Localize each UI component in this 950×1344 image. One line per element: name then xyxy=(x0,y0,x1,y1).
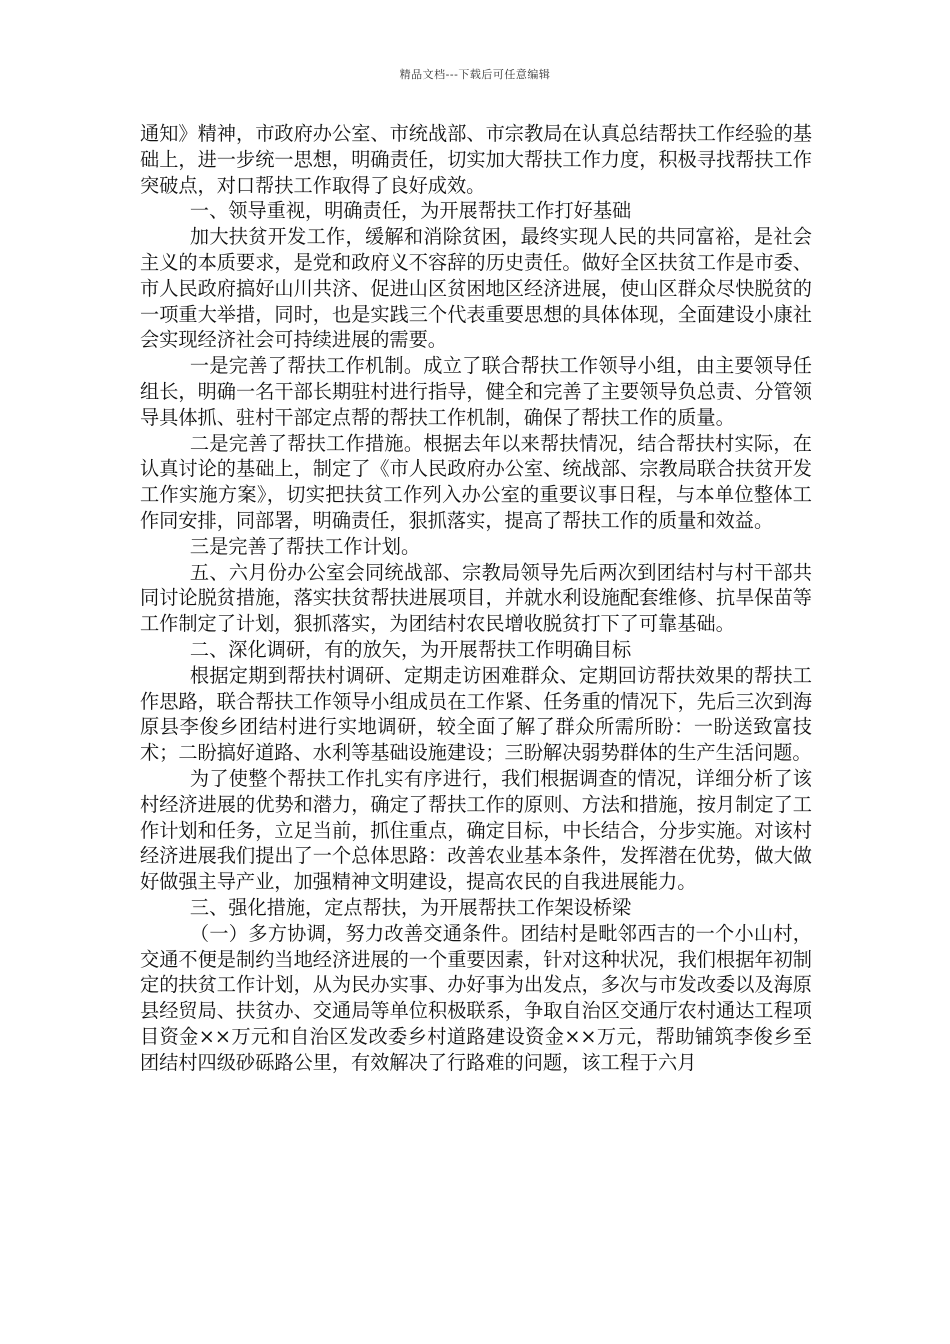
paragraph: 五、六月份办公室会同统战部、宗教局领导先后两次到团结村与村干部共同讨论脱贫措施，落实扶贫帮扶进展项目，并就水利设施配套维修、抗旱保苗等工作制定了计划，狠抓落实，为团结村农民增收脱贫打下了可靠基础。 xyxy=(140,560,812,636)
paragraph: 根据定期到帮扶村调研、定期走访困难群众、定期回访帮扶效果的帮扶工作思路，联合帮扶工作领导小组成员在工作紧、任务重的情况下，先后三次到海原县李俊乡团结村进行实地调研，较全面了解了群众所需所盼：一盼送致富技术；二盼搞好道路、水利等基础设施建设；三盼解决弱势群体的生产生活问题。 xyxy=(140,663,812,765)
paragraph: 加大扶贫开发工作，缓解和消除贫困，最终实现人民的共同富裕，是社会主义的本质要求，是党和政府义不容辞的历史责任。做好全区扶贫工作是市委、市人民政府搞好山川共济、促进山区贫困地区经济进展，使山区群众尽快脱贫的一项重大举措，同时，也是实践三个代表重要思想的具体体现，全面建设小康社会实现经济社会可持续进展的需要。 xyxy=(140,225,812,352)
paragraph: 为了使整个帮扶工作扎实有序进行，我们根据调查的情况，详细分析了该村经济进展的优势和潜力，确定了帮扶工作的原则、方法和措施，按月制定了工作计划和任务，立足当前，抓住重点，确定目标，中长结合，分步实施。对该村经济进展我们提出了一个总体思路：改善农业基本条件，发挥潜在优势，做大做好做强主导产业，加强精神文明建设，提高农民的自我进展能力。 xyxy=(140,766,812,894)
section-heading: 二、深化调研，有的放矢，为开展帮扶工作明确目标 xyxy=(189,637,632,661)
paragraph: 一是完善了帮扶工作机制。成立了联合帮扶工作领导小组，由主要领导任组长，明确一名干部长期驻村进行指导，健全和完善了主要领导负总责、分管领导具体抓、驻村干部定点帮的帮扶工作机制，确保了帮扶工作的质量。 xyxy=(140,354,812,429)
document-body xyxy=(140,121,812,1075)
paragraph: 三是完善了帮扶工作计划。 xyxy=(189,534,421,558)
section-heading: 三、强化措施，定点帮扶，为开展帮扶工作架设桥梁 xyxy=(189,895,632,919)
paragraph: 通知》精神，市政府办公室、市统战部、市宗教局在认真总结帮扶工作经验的基础上，进一步统一思想，明确责任，切实加大帮扶工作力度，积极寻找帮扶工作突破点，对口帮扶工作取得了良好成效。 xyxy=(140,122,812,197)
section-heading: 一、领导重视，明确责任，为开展帮扶工作打好基础 xyxy=(189,199,632,223)
paragraph: 二是完善了帮扶工作措施。根据去年以来帮扶情况，结合帮扶村实际，在认真讨论的基础上，制定了《市人民政府办公室、统战部、宗教局联合扶贫开发工作实施方案》，切实把扶贫工作列入办公室的重要议事日程，与本单位整体工作同安排，同部署，明确责任，狠抓落实，提高了帮扶工作的质量和效益。 xyxy=(140,431,812,532)
page-header-watermark: 精品文档---下载后可任意编辑 xyxy=(399,68,551,81)
paragraph: （一）多方协调，努力改善交通条件。团结村是毗邻西吉的一个小山村，交通不便是制约当地经济进展的一个重要因素，针对这种状况，我们根据年初制定的扶贫工作计划，从为民办实事、办好事为出发点，多次与市发改委以及海原县经贸局、扶贫办、交通局等单位积极联系，争取自治区交通厅农村通达工程项目资金××万元和自治区发改委乡村道路建设资金××万元，帮助铺筑李俊乡至团结村四级砂砾路公里，有效解决了行路难的问题，该工程于六月 xyxy=(140,921,812,1074)
